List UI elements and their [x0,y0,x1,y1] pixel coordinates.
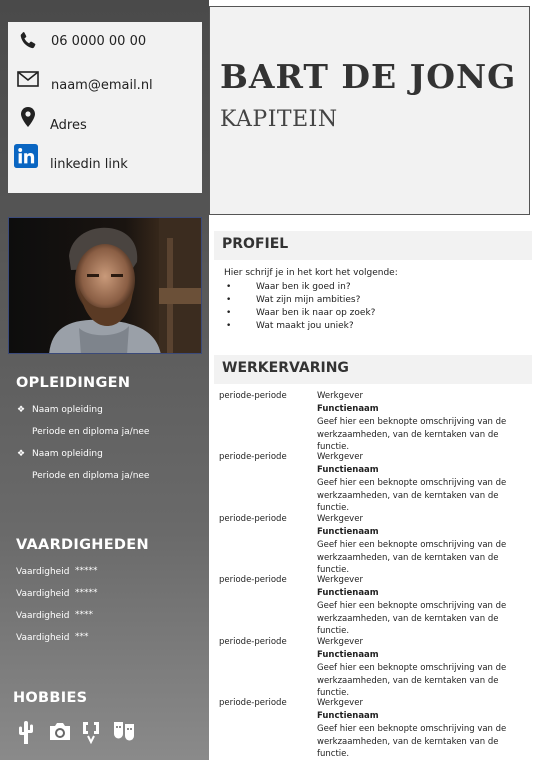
email-text: naam@email.nl [51,78,153,93]
experience-item [219,575,529,636]
experience-item [219,452,529,513]
skill-stars: ***** [75,566,98,576]
experience-employer: Werkgever [317,637,363,647]
experience-period: periode-periode [219,698,287,708]
contact-address-row [8,104,202,134]
profile-heading: PROFIEL [222,236,289,252]
bullet: • [226,321,232,331]
experience-function: Functienaam [317,650,379,660]
experience-description: Geef hier een beknopte omschrijving van de werkzaamheden, van de kerntaken van de functie. [317,478,507,513]
education-heading: OPLEIDINGEN [16,375,131,391]
experience-period: periode-periode [219,514,287,524]
experience-heading-bar [214,355,532,384]
theatre-masks-icon [112,720,134,742]
address-text: Adres [50,118,87,133]
experience-function: Functienaam [317,527,379,537]
experience-heading: WERKERVARING [222,360,349,376]
skill-label: Vaardigheid [16,589,70,599]
education-name: Naam opleiding [32,405,103,415]
experience-period: periode-periode [219,452,287,462]
education-detail: Periode en diploma ja/nee [32,471,150,481]
contact-box [8,22,202,193]
skill-stars: **** [75,610,93,620]
experience-employer: Werkgever [317,575,363,585]
experience-description: Geef hier een beknopte omschrijving van de werkzaamheden, van de kerntaken van de functie. [317,540,507,575]
experience-description: Geef hier een beknopte omschrijving van de werkzaamheden, van de kerntaken van de functie. [317,601,507,636]
phone-icon [16,29,40,53]
education-detail: Periode en diploma ja/nee [32,427,150,437]
person-name: BART DE JONG [220,57,517,96]
experience-description: Geef hier een beknopte omschrijving van de werkzaamheden, van de kerntaken van de functie. [317,417,507,452]
bullet: • [226,295,232,305]
experience-employer: Werkgever [317,452,363,462]
experience-employer: Werkgever [317,514,363,524]
profile-heading-bar [214,231,532,260]
experience-period: periode-periode [219,391,287,401]
bullet: • [226,308,232,318]
experience-function: Functienaam [317,465,379,475]
experience-function: Functienaam [317,404,379,414]
skill-label: Vaardigheid [16,633,70,643]
education-name: Naam opleiding [32,449,103,459]
camera-icon [48,720,70,742]
experience-function: Functienaam [317,588,379,598]
skill-label: Vaardigheid [16,611,70,621]
contact-linkedin-row [8,142,202,172]
diamond-bullet-icon: ❖ [17,449,26,459]
bullet: • [226,282,232,292]
linkedin-icon [14,144,38,168]
skills-heading: VAARDIGHEDEN [16,537,149,553]
header-box [209,6,530,215]
location-pin-icon [16,105,40,129]
experience-item [219,698,529,759]
experience-item [219,391,529,452]
experience-function: Functienaam [317,711,379,721]
experience-description: Geef hier een beknopte omschrijving van de werkzaamheden, van de kerntaken van de functie. [317,724,507,759]
linkedin-text[interactable]: linkedin link [50,157,128,172]
skill-stars: *** [75,632,89,642]
experience-item [219,514,529,575]
skill-stars: ***** [75,588,98,598]
contact-email-row [8,64,202,94]
experience-period: periode-periode [219,637,287,647]
experience-description: Geef hier een beknopte omschrijving van de werkzaamheden, van de kerntaken van de functie. [317,663,507,698]
diamond-bullet-icon: ❖ [17,405,26,415]
person-role: KAPITEIN [220,107,338,132]
profile-intro: Hier schrijf je in het kort het volgende: [224,268,398,278]
phone-text: 06 0000 00 00 [51,34,147,49]
music-icon [80,720,102,742]
cactus-icon [16,720,38,742]
contact-phone-row [8,26,202,56]
experience-employer: Werkgever [317,698,363,708]
envelope-icon [16,67,40,91]
experience-period: periode-periode [219,575,287,585]
profile-photo [8,217,202,354]
skill-label: Vaardigheid [16,567,70,577]
hobbies-heading: HOBBIES [13,690,88,706]
experience-item [219,637,529,698]
experience-employer: Werkgever [317,391,363,401]
